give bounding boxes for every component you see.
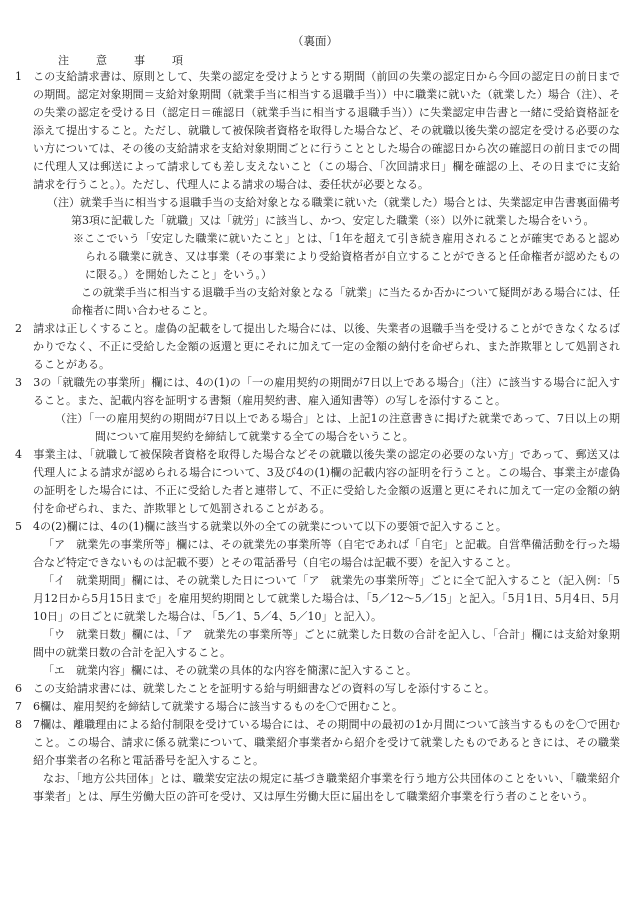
note-paragraph: 6 この支給請求書には、就業したことを証明する給与明細書などの資料の写しを添付すること。 xyxy=(15,682,495,695)
page-title: （裏面） xyxy=(292,34,338,48)
note-paragraph: 7 6欄は、雇用契約を締結して就業する場合に該当するものを〇で囲むこと。 xyxy=(15,700,403,713)
note-paragraph: この就業手当に相当する退職手当の支給対象となる「就業」に当たるか否かについて疑問がある場合には、任命権者に問い合わせること。 xyxy=(71,286,620,317)
note-paragraph: 「エ 就業内容」欄には、その就業の具体的な内容を簡潔に記入すること。 xyxy=(43,664,417,677)
note-paragraph: 8 7欄は、離職理由による給付制限を受けている場合には、その期間中の最初の1か月間について該当するものを〇で囲むこと。この場合、請求に係る就業について、職業紹介事業者から紹介を受けて就業したものであるときには、その職業紹介事業者の名称と電話番号を記入すること。 xyxy=(15,718,620,767)
note-paragraph: （注）「一の雇用契約の期間が7日以上である場合」とは、上記1の注意書きに掲げた就業であって、7日以上の期間について雇用契約を締結して就業する全ての場合をいうこと。 xyxy=(55,412,620,443)
note-paragraph: 「ウ 就業日数」欄には、「ア 就業先の事業所等」ごとに就業した日数の合計を記入し、「合計」欄には支給対象期間中の就業日数の合計を記入すること。 xyxy=(33,628,620,659)
note-paragraph: 5 4の(2)欄には、4の(1)欄に該当する就業以外の全ての就業について以下の要領で記入すること。 xyxy=(15,520,507,533)
note-paragraph: 1 この支給請求書は、原則として、失業の認定を受けようとする期間（前回の失業の認定日から今回の認定日の前日までの期間。認定対象期間＝支給対象期間（就業手当に相当する退職手当））中に職業に就いた（就業した）場合（注）、その失業の認定を受ける日（認定日＝確認日（就業手当に相当する退職手当））に失業認定申告書と一緒に受給資格証を添えて提出すること。ただし、就職して被保険者資格を取得した場合など、その就職以後失業の認定を受ける必要のない方については、その後の支給請求を支給対象期間ごとに行うこととした場合の確認日から次の確認日の前日までの間に代理人又は郵送によって請求しても差し支えないこと（この場合、「次回請求日」欄を確認の上、その日までに支給請求を行うこと。）。ただし、代理人による請求の場合は、委任状が必要となる。 xyxy=(15,70,620,191)
note-paragraph: なお、「地方公共団体」とは、職業安定法の規定に基づき職業紹介事業を行う地方公共団体のことをいい、「職業紹介事業者」とは、厚生労働大臣の許可を受け、又は厚生労働大臣に届出をして職業紹介事業を行う者のことをいう。 xyxy=(33,772,620,803)
note-paragraph: （注）就業手当に相当する退職手当の支給対象となる職業に就いた（就業した）場合とは、失業認定申告書裏面備考第3項に記載した「就職」又は「就労」に該当し、かつ、安定した職業（※）以外に就業した場合をいう。 xyxy=(47,196,620,227)
section-heading: 注 意 事 項 xyxy=(58,54,191,67)
note-paragraph: 「イ 就業期間」欄には、その就業した日について「ア 就業先の事業所等」ごとに全て記入すること（記入例：「5月12日から5月15日まで」を雇用契約期間として就業した場合は、「5／12～5／15」と記入。「5月1日、5月4日、5月10日」の日ごとに就業した場合は、「5／1、5／4、5／10」と記入）。 xyxy=(33,574,620,623)
note-paragraph: 3 3の「就職先の事業所」欄には、4の(1)の「一の雇用契約の期間が7日以上である場合」（注）に該当する場合に記入すること。また、記載内容を証明する書類（雇用契約書、雇入通知書等）の写しを添付すること。 xyxy=(15,376,620,407)
notes-body xyxy=(15,68,620,806)
note-paragraph: 2 請求は正しくすること。虚偽の記載をして提出した場合には、以後、失業者の退職手当を受けることができなくなるばかりでなく、不正に受給した金額の返還と更にそれに加えて一定の金額の納付を命ぜられ、また詐欺罪として処罰されることがある。 xyxy=(15,322,620,371)
note-paragraph: 4 事業主は、「就職して被保険者資格を取得した場合などその就職以後失業の認定の必要のない方」であって、郵送又は代理人による請求が認められる場合について、3及び4の(1)欄の記載内容の証明を行うこと。この場合、事業主が虚偽の証明をした場合には、不正に受給した者と連帯して、不正に受給した金額の返還と更にそれに加えて一定の金額の納付を命ぜられ、また、詐欺罪として処罰されることがある。 xyxy=(15,448,620,515)
note-paragraph: ※ここでいう「安定した職業に就いたこと」とは、「1年を超えて引き続き雇用されることが確実であると認められる職業に就き、又は事業（その事業により受給資格者が自立することができると任命権者が認めたものに限る。）を開始したこと」をいう。） xyxy=(73,232,620,281)
note-paragraph: 「ア 就業先の事業所等」欄には、その就業先の事業所等（自宅であれば「自宅」と記載。自営準備活動を行った場合など特定できないものは記載不要）とその電話番号（自宅の場合は記載不要）を記入すること。 xyxy=(33,538,620,569)
